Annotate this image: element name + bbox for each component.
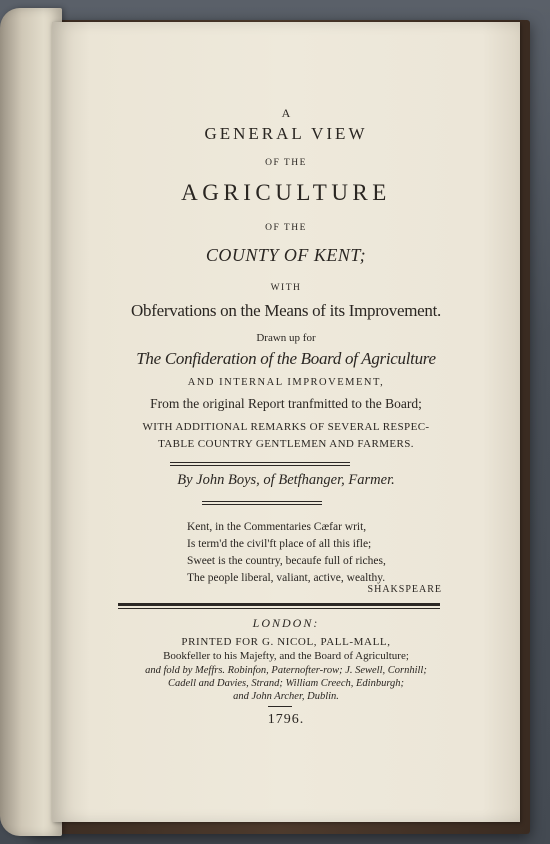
title-page xyxy=(52,22,520,822)
title-drawn-up: Drawn up for xyxy=(256,332,316,344)
imprint-sold-by-1: and fold by Meffrs. Robinfon, Paternofter-row; J. Sewell, Cornhill; xyxy=(145,665,427,676)
epigraph-line-2: Is term'd the civil'ft place of all this ifle; xyxy=(187,538,372,550)
imprint-sold-by-2: Cadell and Davies, Strand; William Creech, Edinburgh; xyxy=(167,678,405,689)
title-general-view: GENERAL VIEW xyxy=(204,124,368,143)
title-remarks-1: WITH ADDITIONAL REMARKS OF SEVERAL RESPEC- xyxy=(142,421,430,433)
divider-rule-2 xyxy=(202,501,322,505)
imprint-city: LONDON: xyxy=(252,616,320,630)
title-internal-improvement: AND INTERNAL IMPROVEMENT, xyxy=(187,377,385,388)
title-county: COUNTY OF KENT; xyxy=(205,245,367,265)
imprint-sold-by-3: and John Archer, Dublin. xyxy=(233,691,339,702)
imprint-printed-for: PRINTED FOR G. NICOL, PALL-MALL, xyxy=(181,636,391,648)
divider-rule-1 xyxy=(170,462,350,466)
epigraph-attribution: SHAKSPEARE xyxy=(367,584,442,595)
title-from-report: From the original Report tranfmitted to the Board; xyxy=(150,396,422,411)
imprint-bookseller: Bookfeller to his Majefty, and the Board of Agriculture; xyxy=(163,650,409,662)
title-observations: Obfervations on the Means of its Improvement. xyxy=(131,301,441,320)
title-remarks-2: TABLE COUNTRY GENTLEMEN AND FARMERS. xyxy=(158,438,414,450)
epigraph-line-1: Kent, in the Commentaries Cæfar writ, xyxy=(187,521,367,533)
epigraph-line-4: The people liberal, valiant, active, wealthy. xyxy=(187,572,386,584)
title-agriculture: AGRICULTURE xyxy=(181,180,391,205)
title-of-the-2: OF THE xyxy=(265,223,307,233)
epigraph-line-3: Sweet is the country, becaufe full of riches, xyxy=(187,555,386,567)
title-of-the-1: OF THE xyxy=(265,158,307,168)
title-consideration: The Confideration of the Board of Agriculture xyxy=(136,349,436,368)
title-with: WITH xyxy=(270,283,302,293)
divider-rule-thick xyxy=(118,603,440,609)
title-article: A xyxy=(281,106,291,120)
imprint-short-rule xyxy=(268,706,292,707)
imprint-year: 1796. xyxy=(267,712,305,727)
title-author: By John Boys, of Betfhanger, Farmer. xyxy=(177,472,395,488)
